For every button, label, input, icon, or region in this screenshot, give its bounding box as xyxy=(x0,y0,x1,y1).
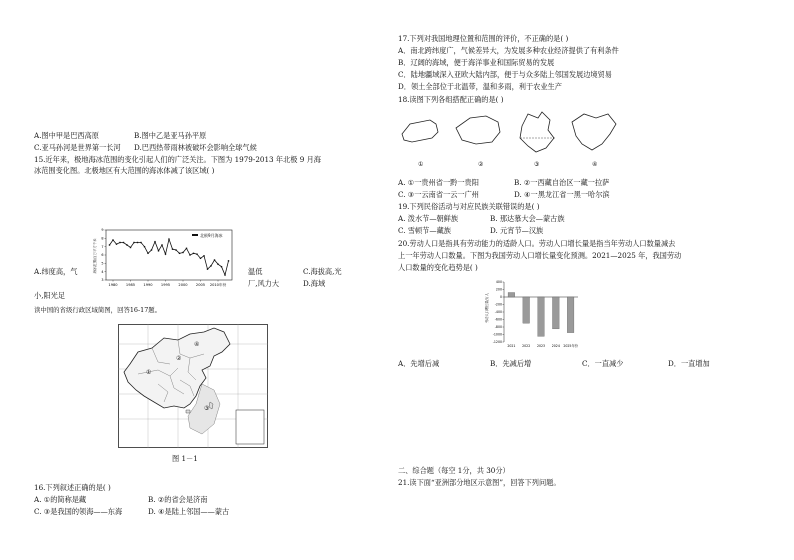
sea-ice-point xyxy=(172,248,173,249)
sea-ice-legend xyxy=(192,232,223,238)
labor-bar xyxy=(552,297,559,329)
labor-xtick-label: 2025年份 xyxy=(563,344,578,348)
q19-option-b[interactable]: B. 那达慕大会—蒙古族 xyxy=(490,214,565,223)
sea-ice-point xyxy=(193,253,194,254)
labor-ytick-label: -1000 xyxy=(492,332,502,337)
section-2-heading: 二、综合题（每空 1分，共 30分） xyxy=(398,466,510,475)
q20-stem-line2: 上一年劳动人口数量。下图为我国劳动人口增长量变化预测。2021—2025 年，我国劳动 xyxy=(398,251,682,260)
q15-option-a[interactable]: A.纬度高，气 xyxy=(34,267,78,276)
q14-option-a[interactable]: A.图中甲是巴西高原 xyxy=(34,131,99,140)
province-shapes-figure xyxy=(396,108,628,174)
sea-ice-xtick-label: 2005 xyxy=(195,283,206,287)
province-label-2: ② xyxy=(478,161,484,168)
sea-ice-xtick-label: 1985 xyxy=(125,283,136,287)
sea-ice-point xyxy=(161,244,162,245)
sea-ice-point xyxy=(203,255,204,256)
sea-ice-xtick-label: 1980 xyxy=(108,283,118,287)
sea-ice-point xyxy=(116,243,117,244)
sea-ice-point xyxy=(123,242,124,243)
labor-ytick-label: 200 xyxy=(495,287,502,292)
sea-ice-ytick-label: 4 xyxy=(101,269,104,274)
svg-text:②: ② xyxy=(176,355,182,362)
labor-xtick-label: 2023 xyxy=(536,344,546,348)
sea-ice-point xyxy=(182,252,183,253)
q15-option-b-part: 温低 xyxy=(248,267,263,276)
hainan-island xyxy=(186,410,190,413)
q16-option-b[interactable]: B. ②的省会是济南 xyxy=(148,495,208,504)
province-label-4: ④ xyxy=(592,161,598,168)
south-sea-inset xyxy=(236,410,264,444)
sea-ice-point xyxy=(151,249,152,250)
sea-ice-point xyxy=(147,253,148,254)
q19-stem: 19.下列民俗活动与对应民族关联错误的是( ) xyxy=(398,202,540,211)
map-caption: 图 1－1 xyxy=(172,454,198,463)
q17-option-d[interactable]: D．领土全部位于北温带，温和多雨，利于农业生产 xyxy=(398,82,562,91)
q20-option-a[interactable]: A．先增后减 xyxy=(398,359,440,368)
labor-bar xyxy=(508,293,515,298)
svg-text:③: ③ xyxy=(204,405,210,412)
province-label-1: ① xyxy=(418,161,424,168)
sea-ice-point xyxy=(154,241,155,242)
sea-ice-point xyxy=(214,259,215,260)
q17-option-c[interactable]: C．陆地疆域深入亚欧大陆内部，便于与众多陆上邻国发展边境贸易 xyxy=(398,70,612,79)
q15-option-d[interactable]: D.海域 xyxy=(303,279,326,288)
sea-ice-ylabel: 海冰范围/百万平方千米 xyxy=(93,238,97,274)
sea-ice-point xyxy=(168,238,169,239)
sea-ice-xtick-label: 2000 xyxy=(178,283,188,287)
sea-ice-point xyxy=(189,254,190,255)
china-province-map xyxy=(118,324,268,448)
q14-option-d[interactable]: D.巴西热带雨林被破坏会影响全球气候 xyxy=(134,143,257,152)
sea-ice-point xyxy=(112,239,113,240)
q18-option-d[interactable]: D. ④一黑龙江省一黑一哈尔滨 xyxy=(514,190,610,199)
labor-ytick-label: -200 xyxy=(494,302,502,307)
labor-ytick-label: 400 xyxy=(495,280,502,285)
sea-ice-point xyxy=(200,258,201,259)
labor-xtick-label: 2021 xyxy=(507,344,516,348)
sea-ice-point xyxy=(210,265,211,266)
q16-option-d[interactable]: D. ④是陆上邻国——蒙古 xyxy=(148,507,230,516)
q20-stem-line1: 20.劳动人口是指具有劳动能力的适龄人口。劳动人口增长量是指当年劳动人口数量减去 xyxy=(398,239,676,248)
q19-option-a[interactable]: A. 泼水节—朝鲜族 xyxy=(398,214,459,223)
sea-ice-point xyxy=(217,263,218,264)
map-intro: 读中国的省级行政区域简图，回答16-17题。 xyxy=(34,306,162,314)
labor-ytick-label: 0 xyxy=(499,295,502,300)
q20-option-b[interactable]: B．先减后增 xyxy=(490,359,532,368)
sea-ice-line-chart xyxy=(92,224,240,294)
province-label-3: ③ xyxy=(534,161,540,168)
sea-ice-xtick-label: 1995 xyxy=(160,283,171,287)
q15-stem-line1: 15.近年来，极地海冰范围的变化引起人们的广泛关注。下图为 1979-2013 年北极 9 月海 xyxy=(34,155,321,164)
q16-stem: 16.下列叙述正确的是( ) xyxy=(34,483,111,492)
sea-ice-point xyxy=(140,242,141,243)
sea-ice-point xyxy=(165,253,166,254)
sea-ice-ytick-label: 8 xyxy=(101,236,104,241)
province-shape-2 xyxy=(456,116,500,144)
sea-ice-point xyxy=(196,253,197,254)
q18-option-b[interactable]: B. ②一西藏自治区一藏一拉萨 xyxy=(514,178,610,187)
labor-ylabel: 劳动人口增长量/万人 xyxy=(485,293,489,323)
sea-ice-ytick-label: 5 xyxy=(101,261,104,266)
sea-ice-point xyxy=(179,253,180,254)
sea-ice-point xyxy=(130,247,131,248)
labor-ytick-label: -400 xyxy=(494,310,502,315)
q15-stem-line2: 冰范围变化图。北极地区有大范围的海冰体减了该区域( ) xyxy=(34,166,215,175)
q18-option-a[interactable]: A. ①一贵州省一黔一贵阳 xyxy=(398,178,479,187)
sea-ice-point xyxy=(144,246,145,247)
q17-option-b[interactable]: B．辽阔的海域，便于海洋事业和国际贸易的发展 xyxy=(398,58,555,67)
q17-stem: 17.下列对我国地理位置和范围的评价，不正确的是( ) xyxy=(398,34,569,43)
sea-ice-point xyxy=(228,260,229,261)
labor-xtick-label: 2024 xyxy=(551,344,560,348)
labor-bar xyxy=(523,297,530,323)
sea-ice-xtick-label: 2010年份 xyxy=(209,283,227,287)
labor-growth-bar-chart xyxy=(484,278,580,350)
q19-option-d[interactable]: D. 元宵节—汉族 xyxy=(490,226,544,235)
q15-option-tail: 小,阳光足 xyxy=(34,291,66,300)
q20-option-d[interactable]: D．一直增加 xyxy=(668,359,710,368)
q20-option-c[interactable]: C．一直减少 xyxy=(582,359,624,368)
sea-ice-point xyxy=(109,244,110,245)
sea-ice-ytick-label: 9 xyxy=(101,228,104,233)
labor-ytick-label: -1200 xyxy=(492,340,502,345)
labor-xtick-label: 2022 xyxy=(522,344,531,348)
q16-option-a[interactable]: A. ①的简称是藏 xyxy=(34,495,87,504)
sea-ice-point xyxy=(224,274,225,275)
q19-option-c[interactable]: C. 雪顿节—藏族 xyxy=(398,226,451,235)
svg-text:④: ④ xyxy=(194,341,200,348)
q15-option-b-rest: 厂,风力大 xyxy=(248,279,280,288)
sea-ice-point xyxy=(126,244,127,245)
q14-option-c[interactable]: C.亚马孙河是世界第一长河 xyxy=(34,143,121,152)
sea-ice-point xyxy=(221,266,222,267)
sea-ice-point xyxy=(133,242,134,243)
sea-ice-point xyxy=(158,250,159,251)
sea-ice-xtick-label: 1990 xyxy=(143,283,153,287)
q14-option-b[interactable]: B.图中乙是亚马孙平原 xyxy=(134,131,207,140)
sea-ice-ytick-label: 6 xyxy=(101,253,104,258)
q17-option-a[interactable]: A．南北跨纬度广，气候差异大，为发展多种农业经济提供了有利条件 xyxy=(398,46,619,55)
svg-text:①: ① xyxy=(146,369,152,376)
sea-ice-point xyxy=(186,248,187,249)
q16-option-c[interactable]: C. ③是我国的领海——东海 xyxy=(34,507,123,516)
sea-ice-point xyxy=(137,242,138,243)
q18-option-c[interactable]: C. ③一云南省一云一广州 xyxy=(398,190,479,199)
q15-option-c[interactable]: C.海拔高,光 xyxy=(303,267,342,276)
sea-ice-legend-label: 北极9月海冰 xyxy=(200,233,223,238)
sea-ice-point xyxy=(175,249,176,250)
sea-ice-point xyxy=(119,242,120,243)
province-shape-4 xyxy=(572,114,616,150)
province-shape-1 xyxy=(402,120,438,142)
labor-bar xyxy=(567,297,574,333)
q18-stem: 18.读图下列各组搭配正确的是( ) xyxy=(398,95,504,104)
labor-ytick-label: -600 xyxy=(494,317,502,322)
labor-ytick-label: -800 xyxy=(494,325,502,330)
labor-bar xyxy=(538,297,545,336)
sea-ice-ytick-label: 7 xyxy=(101,244,104,249)
q20-stem-line3: 人口数量的变化趋势是( ) xyxy=(398,263,478,272)
province-shape-3 xyxy=(520,112,554,152)
sea-ice-point xyxy=(207,268,208,269)
sea-ice-ytick-label: 3 xyxy=(101,278,104,283)
q21-stem: 21.读下面“亚洲部分地区示意图”，回答下列问题。 xyxy=(398,478,561,487)
